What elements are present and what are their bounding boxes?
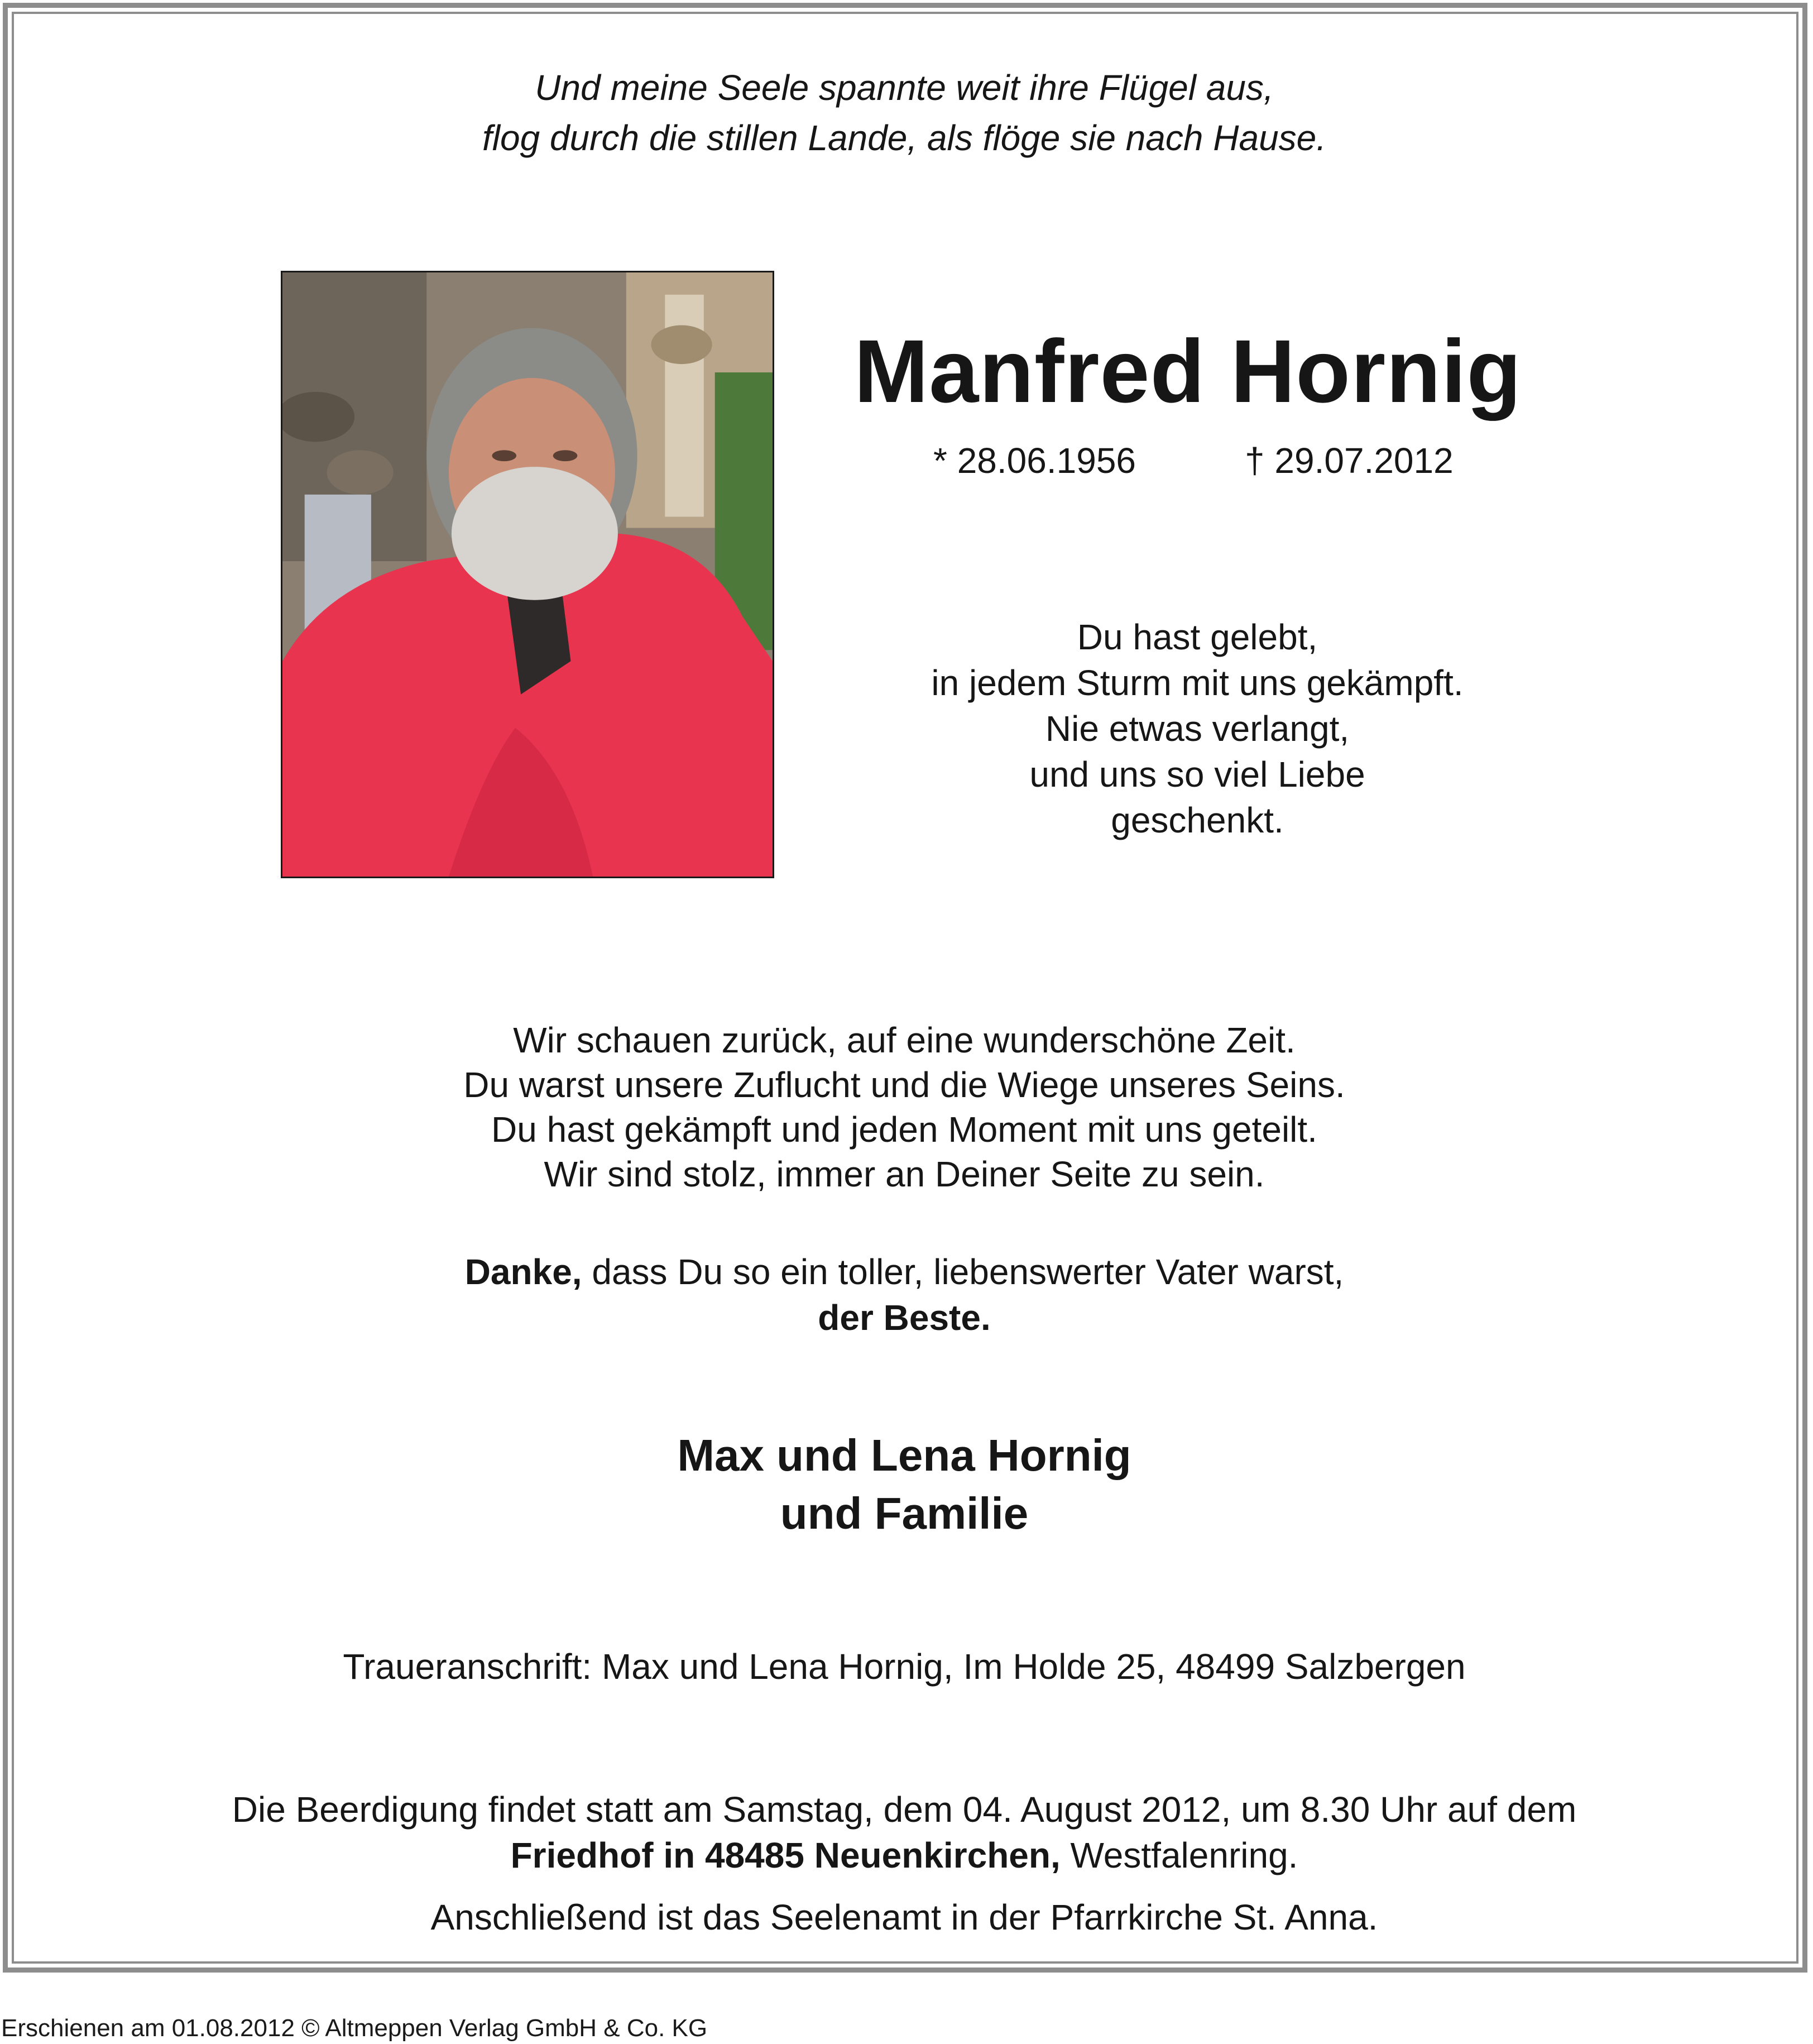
verse-long-line: Du warst unsere Zuflucht und die Wiege unseres Seins. [463, 1065, 1345, 1105]
family-line-1: Max und Lena Hornig [677, 1430, 1131, 1480]
verse-short-line: geschenkt. [1111, 800, 1284, 840]
funeral-location-bold: Friedhof in 48485 Neuenkirchen, [510, 1835, 1061, 1875]
verse-long-line: Wir sind stolz, immer an Deiner Seite zu sein. [544, 1154, 1265, 1194]
thanks-closing: der Beste. [818, 1298, 991, 1338]
verse-short [860, 614, 1535, 843]
mourning-address: Traueranschrift: Max und Lena Hornig, Im Holde 25, 48499 Salzbergen [343, 1646, 1466, 1687]
verse-long-line: Wir schauen zurück, auf eine wunderschöne Zeit. [513, 1020, 1296, 1060]
funeral-line-1: Die Beerdigung findet statt am Samstag, dem 04. August 2012, um 8.30 Uhr auf dem [232, 1789, 1577, 1830]
portrait-illustration [282, 272, 773, 877]
motto-line-2: flog durch die stillen Lande, als flöge sie nach Hause. [482, 118, 1327, 158]
thanks-bold-word: Danke, [464, 1252, 582, 1292]
death-date: † 29.07.2012 [1245, 441, 1454, 481]
requiem-info: Anschließend ist das Seelenamt in der Pfarrkirche St. Anna. [430, 1897, 1378, 1937]
funeral-location-rest: Westfalenring. [1060, 1835, 1298, 1875]
thanks-rest: dass Du so ein toller, liebenswerter Vater warst, [582, 1252, 1344, 1292]
motto-quote [0, 63, 1809, 163]
birth-date: * 28.06.1956 [933, 441, 1136, 481]
verse-long [0, 1018, 1809, 1196]
verse-short-line: und uns so viel Liebe [1029, 754, 1365, 794]
thanks-line [0, 1249, 1809, 1295]
verse-short-line: in jedem Sturm mit uns gekämpft. [931, 663, 1464, 703]
portrait-photo [281, 271, 774, 878]
family-line-2: und Familie [780, 1488, 1029, 1538]
thanks-paragraph [0, 1249, 1809, 1341]
deceased-name: Manfred Hornig [854, 321, 1522, 421]
verse-long-line: Du hast gekämpft und jeden Moment mit uns geteilt. [491, 1109, 1317, 1150]
family-signature [0, 1427, 1809, 1543]
publication-footer: Erschienen am 01.08.2012 © Altmeppen Verlag GmbH & Co. KG [1, 2014, 708, 2042]
verse-short-line: Nie etwas verlangt, [1045, 709, 1350, 749]
motto-line-1: Und meine Seele spannte weit ihre Flügel aus, [535, 68, 1274, 108]
funeral-info [0, 1787, 1809, 1878]
verse-short-line: Du hast gelebt, [1077, 617, 1318, 657]
funeral-line-2 [0, 1832, 1809, 1878]
